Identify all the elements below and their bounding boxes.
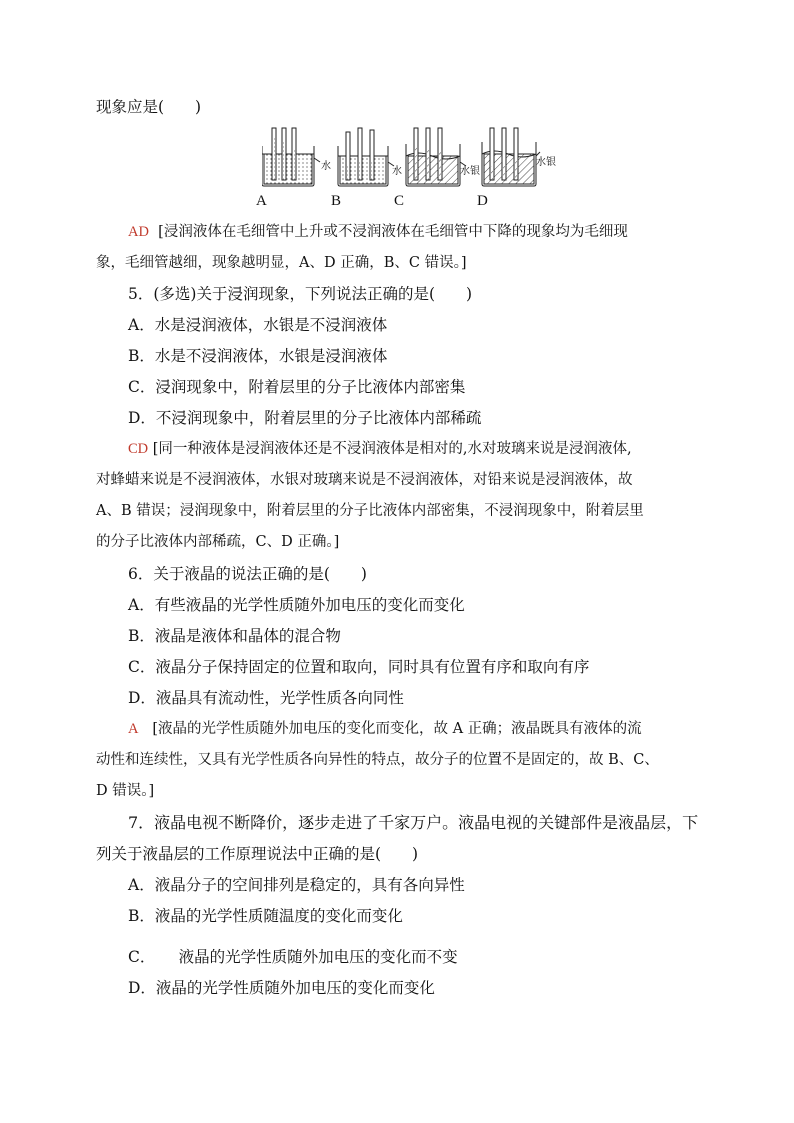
q6-answer: A bbox=[128, 721, 139, 737]
q4-explanation-line-2: 象，毛细管越细，现象越明显，A、D 正确，B、C 错误。] bbox=[96, 255, 467, 271]
figure-label-b: B bbox=[331, 193, 342, 209]
q6-option-c: C．液晶分子保持固定的位置和取向，同时具有位置有序和取向有序 bbox=[128, 658, 590, 676]
capillary-figure bbox=[262, 126, 562, 196]
q4-stem-tail: 现象应是( ) bbox=[96, 98, 202, 116]
q5-stem: 5．(多选)关于浸润现象，下列说法正确的是( ) bbox=[128, 285, 473, 303]
q5-option-a: A．水是浸润液体，水银是不浸润液体 bbox=[128, 316, 388, 334]
q6-option-d: D．液晶具有流动性，光学性质各向同性 bbox=[128, 689, 404, 707]
q5-explanation-line-3: A、B 错误；浸润现象中，附着层里的分子比液体内部密集，不浸润现象中，附着层里 bbox=[96, 503, 644, 519]
q6-stem: 6．关于液晶的说法正确的是( ) bbox=[128, 565, 367, 583]
q5-explanation-line-2: 对蜂蜡来说是不浸润液体，水银对玻璃来说是不浸润液体，对铅来说是浸润液体，故 bbox=[96, 472, 633, 488]
q6-explanation-line-2: 动性和连续性，又具有光学性质各向异性的特点，故分子的位置不是固定的，故 B、C、 bbox=[96, 752, 659, 768]
caption-mercury-c: 水银 bbox=[460, 166, 480, 177]
q4-answer: AD bbox=[128, 224, 149, 240]
caption-mercury-d: 水银 bbox=[536, 157, 556, 168]
figure-b bbox=[338, 128, 394, 186]
q7-option-a: A．液晶分子的空间排列是稳定的，具有各向异性 bbox=[128, 876, 465, 894]
q5-answer: CD bbox=[128, 441, 149, 457]
figure-d bbox=[482, 128, 540, 186]
caption-water-a: 水 bbox=[321, 161, 331, 172]
q5-explanation-line-4: 的分子比液体内部稀疏，C、D 正确。] bbox=[96, 534, 340, 550]
q7-stem-line-2: 列关于液晶层的工作原理说法中正确的是( ) bbox=[96, 845, 419, 863]
figure-label-c: C bbox=[394, 193, 405, 209]
q6-explanation-line-3: D 错误。] bbox=[96, 783, 155, 799]
q6-option-b: B．液晶是液体和晶体的混合物 bbox=[128, 627, 341, 645]
q6-explanation-line-1: A [液晶的光学性质随外加电压的变化而变化，故 A 正确；液晶既具有液体的流 bbox=[128, 721, 642, 737]
q7-option-d: D．液晶的光学性质随外加电压的变化而变化 bbox=[128, 979, 435, 997]
q6-option-a: A．有些液晶的光学性质随外加电压的变化而变化 bbox=[128, 596, 465, 614]
q7-option-b: B．液晶的光学性质随温度的变化而变化 bbox=[128, 907, 403, 925]
q5-option-b: B．水是不浸润液体，水银是浸润液体 bbox=[128, 347, 388, 365]
q5-explanation-line-1: CD [同一种液体是浸润液体还是不浸润液体是相对的,水对玻璃来说是浸润液体, bbox=[128, 441, 632, 457]
figure-label-a: A bbox=[256, 193, 267, 209]
caption-water-c: 水 bbox=[392, 166, 402, 177]
q7-stem-line-1: 7．液晶电视不断降价，逐步走进了千家万户。液晶电视的关键部件是液晶层，下 bbox=[128, 813, 699, 832]
q5-option-c: C．浸润现象中，附着层里的分子比液体内部密集 bbox=[128, 378, 466, 396]
q5-option-d: D．不浸润现象中，附着层里的分子比液体内部稀疏 bbox=[128, 409, 482, 427]
q7-option-c: C． 液晶的光学性质随外加电压的变化而不变 bbox=[128, 948, 458, 966]
figure-c bbox=[406, 128, 466, 186]
figure-label-d: D bbox=[477, 193, 488, 209]
figure-a bbox=[262, 128, 320, 186]
q4-explanation-line-1: AD [浸润液体在毛细管中上升或不浸润液体在毛细管中下降的现象均为毛细现 bbox=[128, 224, 628, 240]
